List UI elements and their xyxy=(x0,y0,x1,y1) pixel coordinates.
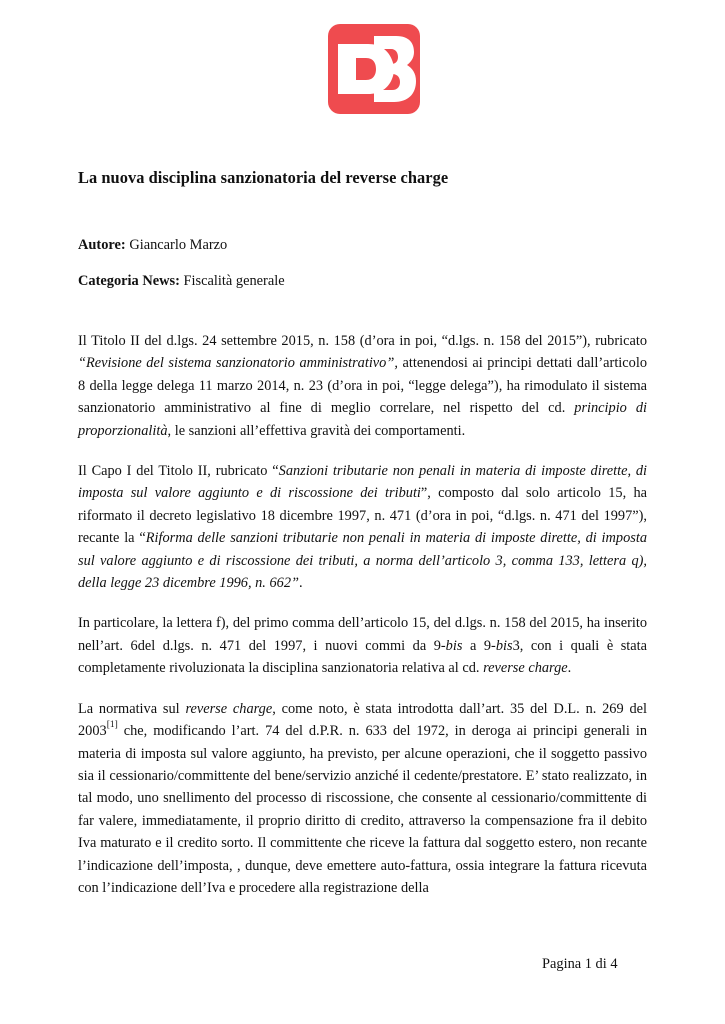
paragraph-4 xyxy=(78,698,647,900)
author-value: Giancarlo Marzo xyxy=(129,237,228,253)
author-label: Autore: xyxy=(78,237,126,253)
category-value: Fiscalità generale xyxy=(183,273,285,289)
text: , le sanzioni all’effettiva gravità dei comportamenti. xyxy=(167,422,466,439)
italic-text: reverse charge xyxy=(185,700,273,717)
paragraph-1 xyxy=(78,330,647,442)
italic-text: Riforma delle sanzioni tributarie non penali in materia di imposte dirette, di imposta sul valore aggiunto e di riscossione dei tributi, a norma dell’articolo 3, comma 133, lettera q), della legge 23 dicembre 1996, n. 662” xyxy=(78,530,647,592)
author-line xyxy=(78,237,227,254)
text: , come noto, è stata introdotta dall’art. 35 del D.L. n. 269 del 2003 xyxy=(78,700,647,740)
text: a 9- xyxy=(462,637,496,654)
text: . xyxy=(567,660,572,677)
italic-text: bis xyxy=(495,637,513,654)
text: La normativa sul xyxy=(78,700,186,717)
text: 3, con i quali è stata completamente rivoluzionata la disciplina sanzionatoria relativa al cd. xyxy=(78,637,647,677)
italic-text: principio di proporzionalità xyxy=(78,400,647,439)
text: che, modificando l’art. 74 del d.P.R. n. 633 del 1972, in deroga ai principi generali in materia di imposta sul valore aggiunto, ha previsto, per alcune operazioni, che il soggetto passivo sia il cessionario/committente del bene/servizio anziché il cedente/prestatore. E’ stato realizzato, in tal modo, uno snellimento del processo di riscossione, che consente al cessionario/committente di far valere, immediatamente, il proprio diritto di credito, attraverso la compensazione fra il debito Iva maturato e il credito sorto. Il committente che riceve la fattura dal soggetto estero, non recante l’indicazione dell’imposta, , dunque, deve emettere auto-fattura, ossia integrare la fattura ricevuta con l’indicazione dell’Iva e procedere alla registrazione della xyxy=(78,723,647,896)
category-line xyxy=(78,273,285,290)
text: attenendosi ai principi dettati dall’articolo 8 della legge delega 11 marzo 2014, n. 23 (d’ora in poi, “legge delega”), ha rimodulato il sistema sanzionatorio amministrativo al fine di meglio correlare, nel rispetto del cd. xyxy=(78,355,647,417)
italic-text: “Revisione del sistema sanzionatorio amministrativo”, xyxy=(78,355,398,372)
paragraph-3 xyxy=(78,612,647,679)
db-logo xyxy=(328,24,420,114)
italic-text: bis xyxy=(445,637,463,654)
text: In particolare, la lettera f), del primo comma dell’articolo 15, del d.lgs. n. 158 del 2015, ha inserito nell’art. 6del d.lgs. n. 471 del 1997, i nuovi commi da 9- xyxy=(78,615,647,654)
page-number: Pagina 1 di 4 xyxy=(542,956,618,972)
article-body xyxy=(78,330,647,917)
text: . xyxy=(298,575,303,592)
text: Il Capo I del Titolo II, rubricato “ xyxy=(78,463,279,480)
page-title: La nuova disciplina sanzionatoria del reverse charge xyxy=(78,168,449,187)
text: ”, composto dal solo articolo 15, ha riformato il decreto legislativo 18 dicembre 1997, n. 471 (d’ora in poi, “d.lgs. n. 471 del 1997”), recante la “ xyxy=(78,485,647,547)
footnote-link[interactable]: [1] xyxy=(106,720,118,731)
text: Il Titolo II del d.lgs. 24 settembre 2015, n. 158 (d’ora in poi, “d.lgs. n. 158 del 2015”), rubricato xyxy=(78,333,647,349)
category-label: Categoria News: xyxy=(78,273,180,289)
paragraph-2 xyxy=(78,460,647,594)
italic-text: Sanzioni tributarie non penali in materia di imposte dirette, di imposta sul valore aggiunto e di riscossione dei tributi xyxy=(78,463,648,502)
italic-text: reverse charge xyxy=(483,660,568,677)
